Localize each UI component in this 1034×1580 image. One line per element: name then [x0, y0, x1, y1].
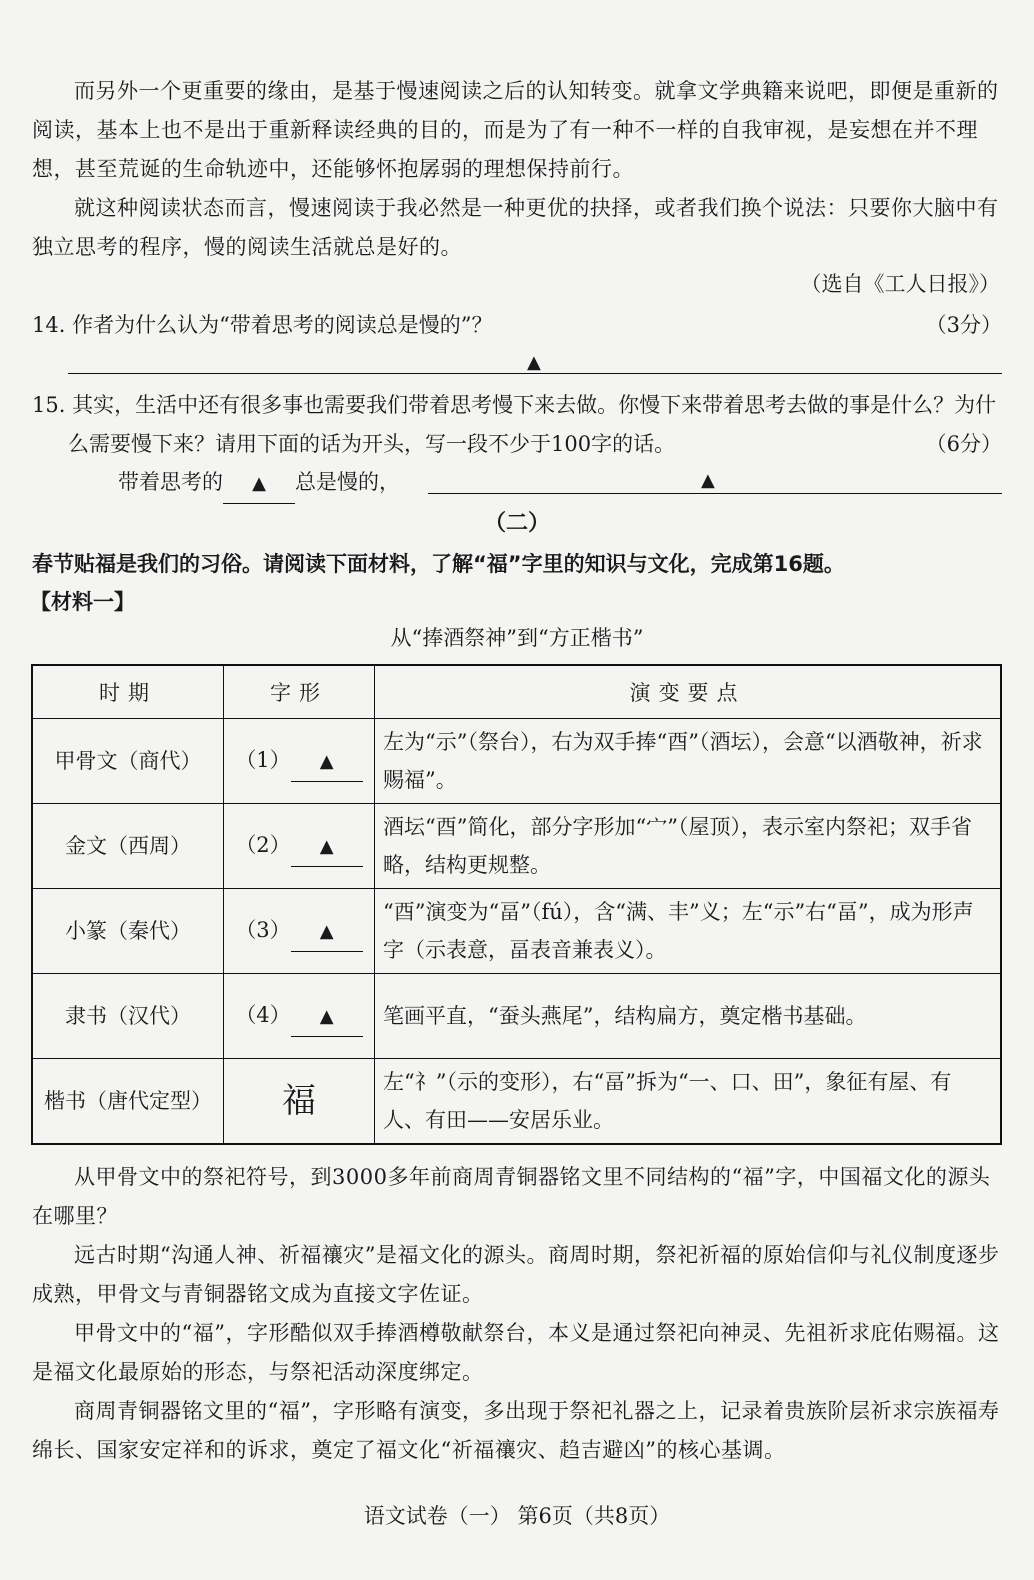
prompt-suffix: 总是慢的， — [295, 470, 400, 494]
cell-point: 酒坛“酉”简化，部分字形加“宀”（屋顶），表示室内祭祀；双手省略，结构更规整。 — [375, 804, 1002, 889]
question-14-text: 14. 作者为什么认为“带着思考的阅读总是慢的”？ — [32, 313, 493, 337]
answer-line-15[interactable] — [428, 493, 1002, 494]
header-period: 时期 — [32, 665, 224, 719]
cell-form[interactable]: （4） ▲ — [224, 974, 375, 1059]
question-14-score: （3分） — [925, 313, 1002, 337]
answer-mark-15: ▲ — [701, 470, 715, 491]
paragraph-oracle: 甲骨文中的“福”，字形酷似双手捧酒樽敬献祭台，本义是通过祭祀向神灵、先祖祈求庇佑赐福。这是福文化最原始的形态，与祭祀活动深度绑定。 — [32, 1321, 1000, 1384]
cell-form-glyph: 福 — [224, 1059, 375, 1145]
prompt-prefix: 带着思考的 — [118, 470, 223, 494]
header-form: 字形 — [224, 665, 375, 719]
cell-form[interactable]: （1） ▲ — [224, 719, 375, 804]
paragraph-question: 从甲骨文中的祭祀符号，到3000多年前商周青铜器铭文里不同结构的“福”字，中国福文化的源头在哪里？ — [32, 1165, 991, 1228]
table-row — [32, 974, 1001, 1059]
cell-period: 甲骨文（商代） — [32, 719, 224, 804]
table-title: 从“捧酒祭神”到“方正楷书” — [390, 626, 644, 650]
cell-period: 金文（西周） — [32, 804, 224, 889]
material-label: 【材料一】 — [30, 590, 135, 614]
cell-point: 左“礻”（示的变形），右“畐”拆为“一、口、田”，象征有屋、有人、有田——安居乐业。 — [375, 1059, 1002, 1145]
form-blank[interactable]: ▲ — [291, 826, 363, 867]
table-header-row — [32, 665, 1001, 719]
section-title: （二） — [483, 510, 550, 536]
cell-point: 左为“示”（祭台），右为双手捧“酉”（酒坛），会意“以酒敬神，祈求赐福”。 — [375, 719, 1002, 804]
evolution-table — [31, 664, 1002, 1145]
answer-mark-14: ▲ — [527, 352, 541, 373]
cell-period: 隶书（汉代） — [32, 974, 224, 1059]
question-15-text: 15. 其实，生活中还有很多事也需要我们带着思考慢下来去做。你慢下来带着思考去做的事是什么？为什么需要慢下来？请用下面的话为开头，写一段不少于100字的话。 — [32, 393, 997, 456]
cell-point: 笔画平直，“蚕头燕尾”，结构扁方，奠定楷书基础。 — [375, 974, 1002, 1059]
question-15 — [32, 386, 1002, 464]
cell-form[interactable]: （2） ▲ — [224, 804, 375, 889]
prompt-blank[interactable]: ▲ — [223, 463, 295, 504]
paragraph-conclusion: 就这种阅读状态而言，慢速阅读于我必然是一种更优的抉择，或者我们换个说法：只要你大脑中有独立思考的程序，慢的阅读生活就总是好的。 — [32, 196, 999, 259]
question-15-prompt — [118, 463, 400, 504]
header-points: 演变要点 — [375, 665, 1002, 719]
cell-point: “酉”演变为“畐”（fú），含“满、丰”义；左“示”右“畐”，成为形声字（示表意，畐表音兼表义）。 — [375, 889, 1002, 974]
paragraph-bronze: 商周青铜器铭文里的“福”，字形略有演变，多出现于祭祀礼器之上，记录着贵族阶层祈求宗族福寿绵长、国家安定祥和的诉求，奠定了福文化“祈福禳灾、趋吉避凶”的核心基调。 — [32, 1399, 1000, 1462]
cell-form[interactable]: （3） ▲ — [224, 889, 375, 974]
paragraph-origin: 远古时期“沟通人神、祈福禳灾”是福文化的源头。商周时期，祭祀祈福的原始信仰与礼仪制度逐步成熟，甲骨文与青铜器铭文成为直接文字佐证。 — [32, 1243, 1000, 1306]
form-blank[interactable]: ▲ — [291, 741, 363, 782]
answer-line-14[interactable] — [68, 373, 1002, 374]
page-footer: 语文试卷（一） 第6页（共8页） — [363, 1504, 671, 1528]
cell-period: 楷书（唐代定型） — [32, 1059, 224, 1145]
section-intro: 春节贴福是我们的习俗。请阅读下面材料，了解“福”字里的知识与文化，完成第16题。 — [32, 552, 845, 576]
table-row — [32, 804, 1001, 889]
form-blank[interactable]: ▲ — [291, 911, 363, 952]
form-blank[interactable]: ▲ — [291, 996, 363, 1037]
question-15-score: （6分） — [925, 432, 1002, 456]
table-row — [32, 719, 1001, 804]
table-row — [32, 889, 1001, 974]
source-citation: （选自《工人日报》） — [800, 272, 1000, 296]
question-14 — [32, 306, 1002, 345]
paragraph-reason: 而另外一个更重要的缘由，是基于慢速阅读之后的认知转变。就拿文学典籍来说吧，即便是重新的阅读，基本上也不是出于重新释读经典的目的，而是为了有一种不一样的自我审视，是妄想在并不理想，甚至荒诞的生命轨迹中，还能够怀抱孱弱的理想保持前行。 — [32, 79, 999, 181]
table-row — [32, 1059, 1001, 1145]
cell-period: 小篆（秦代） — [32, 889, 224, 974]
